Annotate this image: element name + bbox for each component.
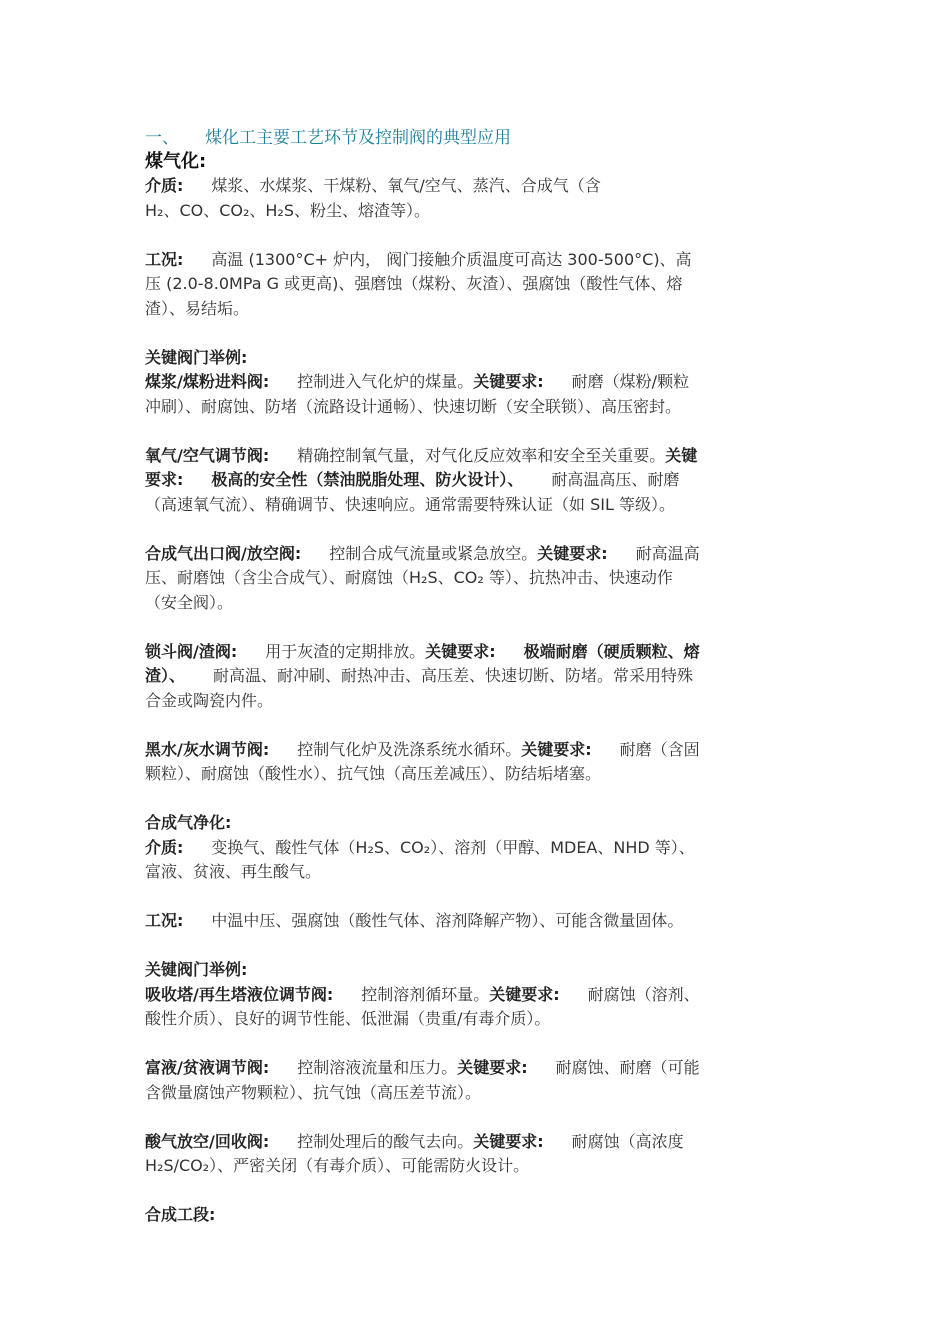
valve-lock-hopper-line-2: 渣）、 耐高温、耐冲刷、耐热冲击、高压差、快速切断、防堵。常采用特殊 [145,666,694,685]
coal-gasification-title: 煤气化: [145,151,207,172]
gasification-condition-line-1: 工况: 高温 (1300°C+ 炉内， 阀门接触介质温度可高达 300-500°C)、高 [145,249,692,269]
purification-medium-line-1: 介质: 变换气、酸性气体（H₂S、CO₂）、溶剂（甲醇、MDEA、NHD 等）、 [145,837,695,857]
purification-condition-line-1: 工况: 中温中压、强腐蚀（酸性气体、溶剂降解产物）、可能含微量固体。 [145,911,684,930]
valve-lock-hopper-line-3: 合金或陶瓷内件。 [145,690,274,710]
valve-oxygen-line-1: 氧气/空气调节阀: 精确控制氧气量，对气化反应效率和安全至关重要。关键 [145,445,698,465]
synthesis-title: 合成工段: [145,1205,216,1224]
valve-syngas-outlet-line-3: （安全阀）。 [145,592,234,612]
valve-rich-lean-line-2: 含微量腐蚀产物颗粒）、抗气蚀（高压差节流）。 [145,1082,482,1102]
gasification-medium-line-1: 介质: 煤浆、水煤浆、干煤粉、氧气/空气、蒸汽、合成气（含 [145,176,601,195]
gasification-condition-line-3: 渣）、易结垢。 [145,298,250,318]
gas-purification-title: 合成气净化: [145,813,232,832]
document-page [145,126,810,1228]
valve-absorber-level-line-2: 酸性介质）、良好的调节性能、低泄漏（贵重/有毒介质）。 [145,1009,551,1028]
valve-black-water-line-2: 颗粒）、耐腐蚀（酸性水）、抗气蚀（高压差减压）、防结垢堵塞。 [145,764,602,783]
heading-title: 煤化工主要工艺环节及控制阀的典型应用 [205,128,511,148]
valve-absorber-level-line-1: 吸收塔/再生塔液位调节阀: 控制溶剂循环量。关键要求: 耐腐蚀（溶剂、 [145,984,700,1004]
valve-syngas-outlet-line-1: 合成气出口阀/放空阀: 控制合成气流量或紧急放空。关键要求: 耐高温高 [145,543,700,563]
heading-number: 一、 [145,128,179,148]
valve-acid-gas-line-2: H₂S/CO₂）、严密关闭（有毒介质）、可能需防火设计。 [145,1156,530,1175]
section-heading [145,126,810,150]
valve-acid-gas-line-1: 酸气放空/回收阀: 控制处理后的酸气去向。关键要求: 耐腐蚀（高浓度 [145,1131,684,1151]
purification-medium-line-2: 富液、贫液、再生酸气。 [145,862,322,881]
valve-rich-lean-line-1: 富液/贫液调节阀: 控制溶液流量和压力。关键要求: 耐腐蚀、耐磨（可能 [145,1058,700,1077]
valve-black-water-line-1: 黑水/灰水调节阀: 控制气化炉及洗涤系统水循环。关键要求: 耐磨（含固 [145,739,700,759]
valve-syngas-outlet-line-2: 压、耐磨蚀（含尘合成气）、耐腐蚀（H₂S、CO₂ 等）、抗热冲击、快速动作 [145,568,673,587]
gasification-condition-line-2: 压 (2.0-8.0MPa G 或更高)、强磨蚀（煤粉、灰渣）、强腐蚀（酸性气体、熔 [145,274,683,293]
valve-lock-hopper-line-1: 锁斗阀/渣阀: 用于灰渣的定期排放。关键要求: 极端耐磨（硬质颗粒、熔 [145,641,700,661]
valve-oxygen-line-3: （高速氧气流）、精确调节、快速响应。通常需要特殊认证（如 SIL 等级）。 [145,494,675,514]
valve-coal-feed-line-2: 冲刷）、耐腐蚀、防堵（流路设计通畅）、快速切断（安全联锁）、高压密封。 [145,396,682,416]
purification-key-valves-label: 关键阀门举例: [145,960,248,979]
valve-coal-feed-line-1: 煤浆/煤粉进料阀: 控制进入气化炉的煤量。关键要求: 耐磨（煤粉/颗粒 [145,372,690,391]
valve-oxygen-line-2: 要求: 极高的安全性（禁油脱脂处理、防火设计）、 耐高温高压、耐磨 [145,470,680,489]
gasification-key-valves-label: 关键阀门举例: [145,347,248,367]
gasification-medium-line-2: H₂、CO、CO₂、H₂S、粉尘、熔渣等）。 [145,200,430,220]
